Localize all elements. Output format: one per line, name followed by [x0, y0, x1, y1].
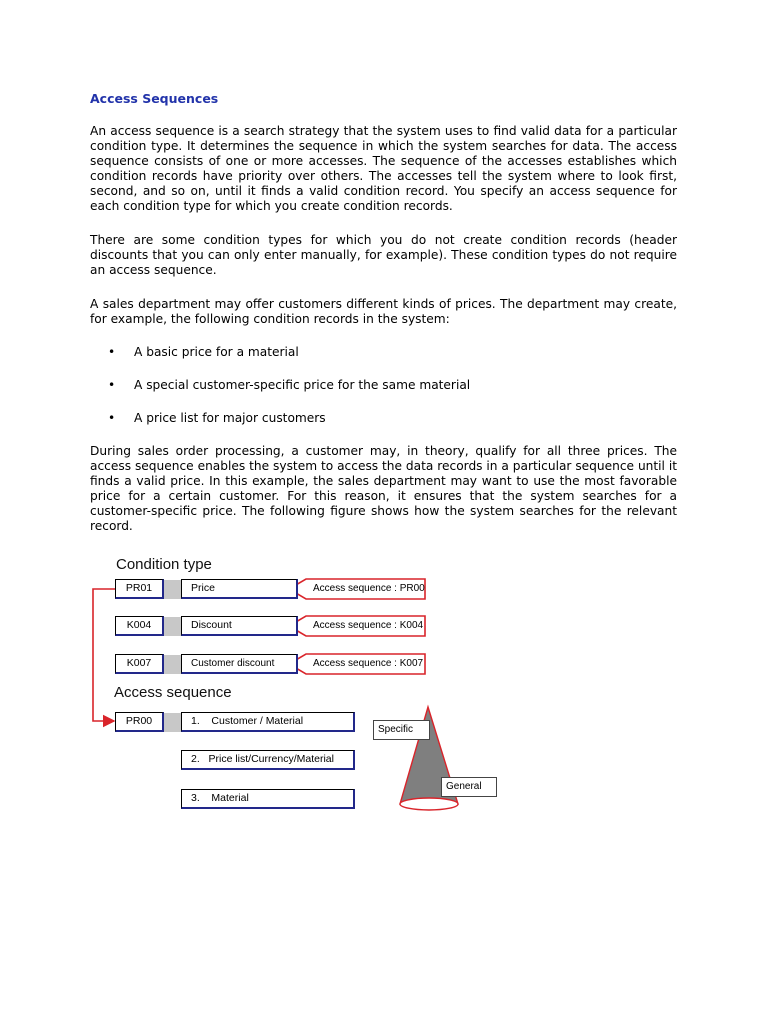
- list-item: • A price list for major customers: [108, 411, 326, 425]
- paragraph-1: An access sequence is a search strategy that the system uses to find valid data for a particular condition type. It determines the sequence in which the system searches for data. The access sequence consists of one or more accesses. The sequence of the accesses establishes which condition records have priority over others. The accesses tell the system where to look first, second, and so on, until it finds a valid condition record. You specify an access sequence for each condition type for which you create condition records.: [90, 124, 677, 213]
- condition-name-discount: Discount: [181, 616, 298, 636]
- access-label-pr00: Access sequence : PR00: [313, 583, 425, 594]
- access-step-2: 2. Price list/Currency/Material: [181, 750, 355, 770]
- condition-name-price: Price: [181, 579, 298, 599]
- bullet-icon: •: [108, 345, 116, 359]
- bracket-connector-line: [93, 589, 115, 721]
- bullet-icon: •: [108, 378, 116, 392]
- access-label-k007: Access sequence : K007: [313, 658, 424, 669]
- access-step-1: 1. Customer / Material: [181, 712, 355, 732]
- list-item: • A basic price for a material: [108, 345, 299, 359]
- general-label: General: [441, 777, 497, 797]
- bullet-icon: •: [108, 411, 116, 425]
- row-connector: [164, 655, 182, 674]
- row-connector: [164, 617, 182, 636]
- row-connector: [164, 580, 182, 599]
- condition-code-k007: K007: [115, 654, 164, 674]
- list-item: • A special customer-specific price for the same material: [108, 378, 471, 392]
- paragraph-3: A sales department may offer customers different kinds of prices. The department may create, for example, the following condition records in the system:: [90, 297, 677, 326]
- paragraph-4: During sales order processing, a customer may, in theory, qualify for all three prices. The access sequence enables the system to access the data records in a particular sequence until it finds a valid price. In this example, the sales department may want to use the most favorable price for a certain customer. For this reason, it ensures that the system searches for a customer-specific price. The following figure shows how the system searches for the relevant record.: [90, 444, 677, 533]
- condition-name-customer-discount: Customer discount: [181, 654, 298, 674]
- row-connector: [164, 713, 182, 732]
- specific-label: Specific: [373, 720, 430, 740]
- section-title: Access Sequences: [90, 91, 219, 106]
- condition-type-heading: Condition type: [116, 556, 212, 573]
- access-label-k004: Access sequence : K004: [313, 620, 424, 631]
- condition-code-pr01: PR01: [115, 579, 164, 599]
- access-sequence-heading: Access sequence: [114, 684, 232, 701]
- access-step-3: 3. Material: [181, 789, 355, 809]
- access-code-pr00: PR00: [115, 712, 164, 732]
- cone-base: [400, 798, 458, 810]
- condition-code-k004: K004: [115, 616, 164, 636]
- paragraph-2: There are some condition types for which you do not create condition records (header discounts that you can only enter manually, for example). These condition types do not require an access sequence.: [90, 233, 677, 277]
